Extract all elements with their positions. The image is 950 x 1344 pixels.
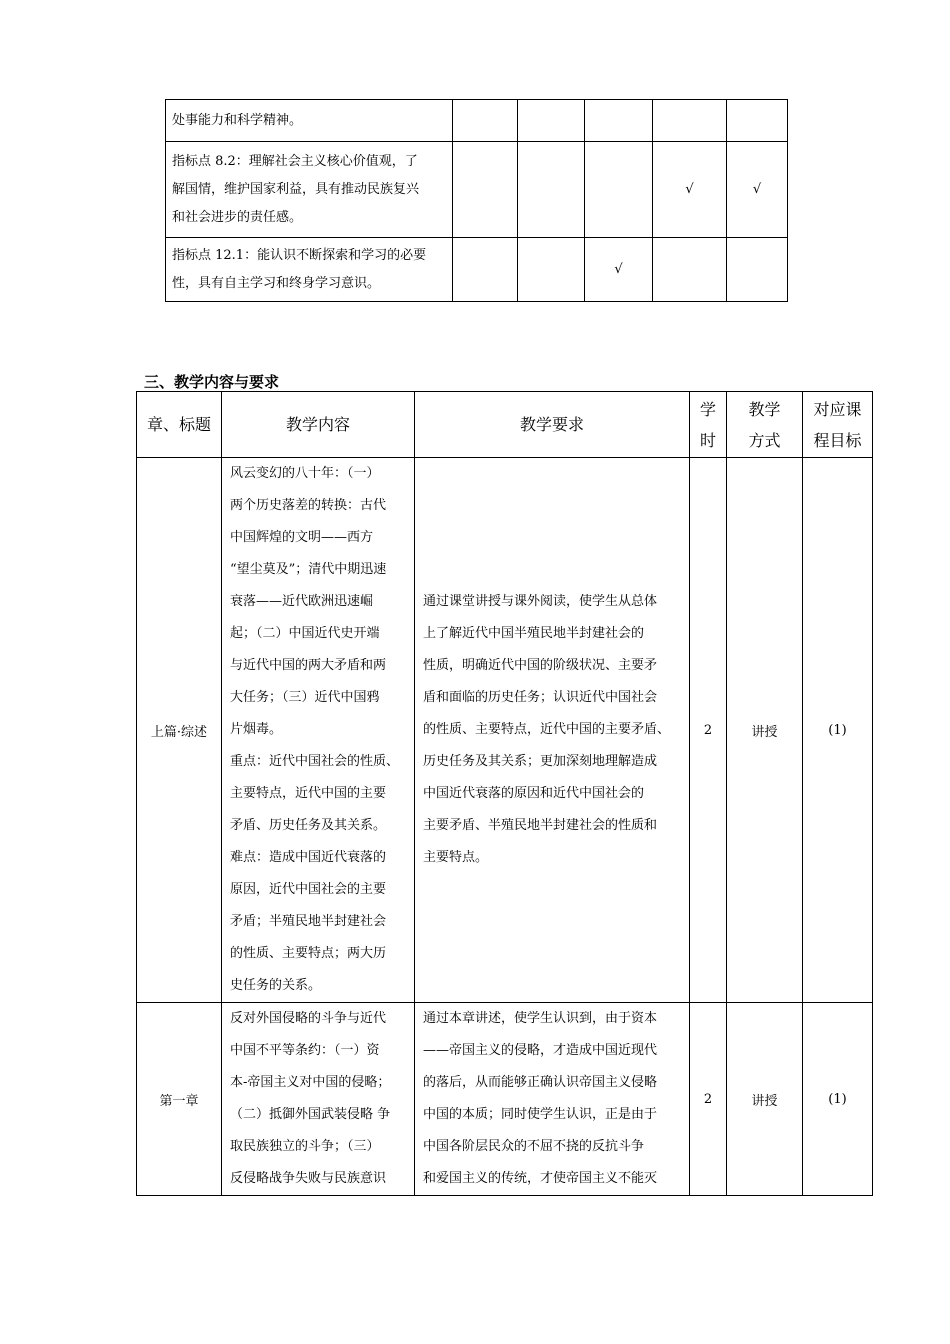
content-line: 史任务的关系。: [230, 978, 322, 993]
chapter-title: 上篇·综述: [137, 458, 222, 1003]
empty-cell: [453, 100, 518, 142]
indicator-text-line: 处事能力和科学精神。: [172, 112, 303, 128]
requirement-line: 上了解近代中国半殖民地半封建社会的: [423, 626, 645, 641]
content-line: 中国辉煌的文明——西方: [230, 530, 374, 545]
content-line: 难点：造成中国近代衰落的: [230, 850, 387, 865]
requirement-line: 中国近代衰落的原因和近代中国社会的: [423, 786, 645, 801]
objective-mapping-table: [165, 99, 788, 302]
indicator-text: [166, 100, 453, 142]
requirement-line: 中国的本质；同时使学生认识，正是由于: [423, 1107, 658, 1122]
indicator-text-line: 指标点 8.2：理解社会主义核心价值观，了: [172, 153, 418, 169]
requirement-line: ——帝国主义的侵略，才造成中国近现代: [423, 1043, 658, 1058]
content-line: （二）抵御外国武装侵略 争: [230, 1107, 391, 1122]
requirement-line: 和爱国主义的传统，才使帝国主义不能灭: [423, 1171, 658, 1186]
content-line: 取民族独立的斗争；（三）: [230, 1139, 380, 1154]
header-target: 对应课 程目标: [803, 392, 873, 458]
content-line: 重点：近代中国社会的性质、: [230, 754, 400, 769]
method-value: 讲授: [727, 458, 803, 1003]
content-line: 的性质、主要特点；两大历: [230, 946, 387, 961]
empty-cell: [727, 238, 788, 302]
content-line: 大任务；（三）近代中国鸦: [230, 690, 380, 705]
hours-value: 2: [690, 1003, 727, 1196]
chapter-row: [137, 458, 873, 1003]
objective-row: [166, 142, 788, 238]
objective-row: [166, 100, 788, 142]
content-line: 风云变幻的八十年：（一）: [230, 466, 380, 481]
chapter-row: [137, 1003, 873, 1196]
empty-cell: [727, 100, 788, 142]
content-line: 起；（二）中国近代史开端: [230, 626, 380, 641]
content-line: 片烟毒。: [230, 722, 283, 737]
checkmark-cell: √: [727, 142, 788, 238]
header-chapter: 章、标题: [137, 392, 222, 458]
requirement-line: 性质，明确近代中国的阶级状况、主要矛: [423, 658, 658, 673]
empty-cell: [453, 238, 518, 302]
empty-cell: [518, 142, 585, 238]
chapter-title: 第一章: [137, 1003, 222, 1196]
section-title: 三、教学内容与要求: [144, 373, 280, 391]
checkmark-cell: √: [585, 238, 653, 302]
content-line: 衰落——近代欧洲迅速崛: [230, 594, 374, 609]
content-line: 与近代中国的两大矛盾和两: [230, 658, 387, 673]
content-line: 本-帝国主义对中国的侵略；: [230, 1075, 391, 1090]
indicator-text-line: 指标点 12.1：能认识不断探索和学习的必要: [172, 247, 427, 263]
hours-value: 2: [690, 458, 727, 1003]
target-value: (1): [803, 1003, 873, 1196]
requirement-line: 历史任务及其关系；更加深刻地理解造成: [423, 754, 658, 769]
method-value: 讲授: [727, 1003, 803, 1196]
requirement-line: 主要矛盾、半殖民地半封建社会的性质和: [423, 818, 658, 833]
header-method: 教学 方式: [727, 392, 803, 458]
content-line: 反侵略战争失败与民族意识: [230, 1171, 387, 1186]
requirement-line: 的性质、主要特点，近代中国的主要矛盾、: [423, 722, 671, 737]
indicator-text-line: 解国情，维护国家利益，具有推动民族复兴: [172, 181, 420, 197]
teaching-requirement: [415, 1003, 690, 1196]
empty-cell: [653, 238, 727, 302]
requirement-line: 盾和面临的历史任务；认识近代中国社会: [423, 690, 658, 705]
content-line: 矛盾；半殖民地半封建社会: [230, 914, 387, 929]
target-value: (1): [803, 458, 873, 1003]
requirement-line: 主要特点。: [423, 850, 489, 865]
teaching-content: [222, 1003, 415, 1196]
requirement-line: 的落后，从而能够正确认识帝国主义侵略: [423, 1075, 658, 1090]
empty-cell: [518, 238, 585, 302]
teaching-content-table: [136, 391, 873, 1196]
content-line: 主要特点，近代中国的主要: [230, 786, 387, 801]
content-line: 中国不平等条约：（一）资: [230, 1043, 380, 1058]
header-content: 教学内容: [222, 392, 415, 458]
teaching-content: [222, 458, 415, 1003]
header-row: [137, 392, 873, 458]
header-requirement: 教学要求: [415, 392, 690, 458]
empty-cell: [585, 142, 653, 238]
teaching-requirement: [415, 458, 690, 1003]
requirement-line: 中国各阶层民众的不屈不挠的反抗斗争: [423, 1139, 645, 1154]
empty-cell: [453, 142, 518, 238]
indicator-text-line: 和社会进步的责任感。: [172, 209, 303, 225]
requirement-line: 通过本章讲述，使学生认识到，由于资本: [423, 1011, 658, 1026]
checkmark-cell: √: [653, 142, 727, 238]
objective-row: [166, 238, 788, 302]
indicator-text: [166, 142, 453, 238]
header-hours: 学 时: [690, 392, 727, 458]
requirement-line: 通过课堂讲授与课外阅读，使学生从总体: [423, 594, 658, 609]
indicator-text: [166, 238, 453, 302]
content-line: 反对外国侵略的斗争与近代: [230, 1011, 387, 1026]
empty-cell: [585, 100, 653, 142]
content-line: 原因，近代中国社会的主要: [230, 882, 387, 897]
empty-cell: [518, 100, 585, 142]
content-line: 两个历史落差的转换：古代: [230, 498, 387, 513]
content-line: “望尘莫及”；清代中期迅速: [230, 562, 387, 577]
content-line: 矛盾、历史任务及其关系。: [230, 818, 387, 833]
empty-cell: [653, 100, 727, 142]
indicator-text-line: 性，具有自主学习和终身学习意识。: [172, 275, 381, 291]
